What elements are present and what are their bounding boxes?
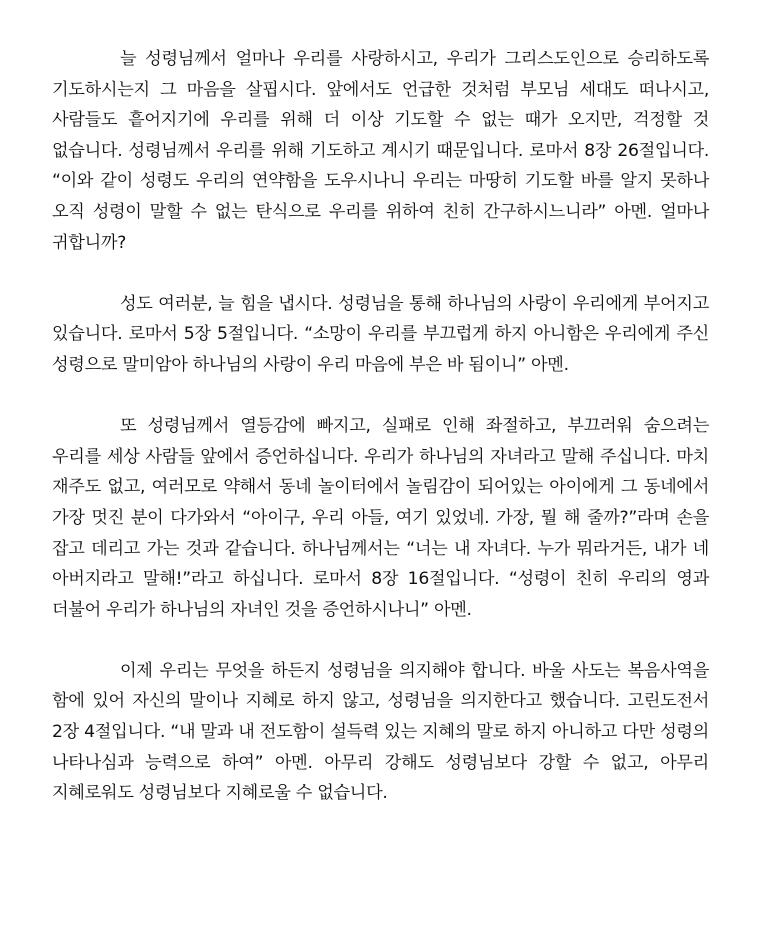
paragraph-3: 또 성령님께서 열등감에 빠지고, 실패로 인해 좌절하고, 부끄러워 숨으려는 우리를 세상 사람들 앞에서 증언하십니다. 우리가 하나님의 자녀라고 말해 주십니다. 마치 재주도 없고, 여러모로 약해서 동네 놀이터에서 놀림감이 되어있는 아이에게 그 동네에서 가장 멋진 분이 다가와서 “아이구, 우리 아들, 여기 있었네. 가장, 뭘 해 줄까?”라며 손을 잡고 데리고 가는 것과 같습니다. 하나님께서는 “너는 내 자녀다. 누가 뭐라거든, 내가 네 아버지라고 말해!”라고 하십니다. 로마서 8장 16절입니다. “성령이 친히 우리의 영과 더불어 우리가 하나님의 자녀인 것을 증언하시나니” 아멘.	[52, 416, 709, 620]
paragraph-2: 성도 여러분, 늘 힘을 냅시다. 성령님을 통해 하나님의 사랑이 우리에게 부어지고 있습니다. 로마서 5장 5절입니다. “소망이 우리를 부끄럽게 하지 아니함은 우리에게 주신 성령으로 말미암아 하나님의 사랑이 우리 마음에 부은 바 됨이니” 아멘.	[52, 293, 709, 375]
paragraph-spacer	[52, 625, 709, 656]
paragraph-1: 늘 성령님께서 얼마나 우리를 사랑하시고, 우리가 그리스도인으로 승리하도록 기도하시는지 그 마음을 살핍시다. 앞에서도 언급한 것처럼 부모님 세대도 떠나시고, 사람들도 흩어지기에 우리를 위해 더 이상 기도할 수 없는 때가 오지만, 걱정할 것 없습니다. 성령님께서 우리를 위해 기도하고 계시기 때문입니다. 로마서 8장 26절입니다. “이와 같이 성령도 우리의 연약함을 도우시나니 우리는 마땅히 기도할 바를 알지 못하나 오직 성령이 말할 수 없는 탄식으로 우리를 위하여 친히 간구하시느니라” 아멘. 얼마나 귀합니까?	[52, 49, 709, 253]
paragraph-spacer	[52, 258, 709, 289]
paragraph-4: 이제 우리는 무엇을 하든지 성령님을 의지해야 합니다. 바울 사도는 복음사역을 함에 있어 자신의 말이나 지혜로 하지 않고, 성령님을 의지한다고 했습니다. 고린도전서 2장 4절입니다. “내 말과 내 전도함이 설득력 있는 지혜의 말로 하지 아니하고 다만 성령의 나타나심과 능력으로 하여” 아멘. 아무리 강해도 성령님보다 강할 수 없고, 아무리 지혜로워도 성령님보다 지혜로울 수 없습니다.	[52, 660, 709, 804]
paragraph-spacer	[52, 381, 709, 412]
